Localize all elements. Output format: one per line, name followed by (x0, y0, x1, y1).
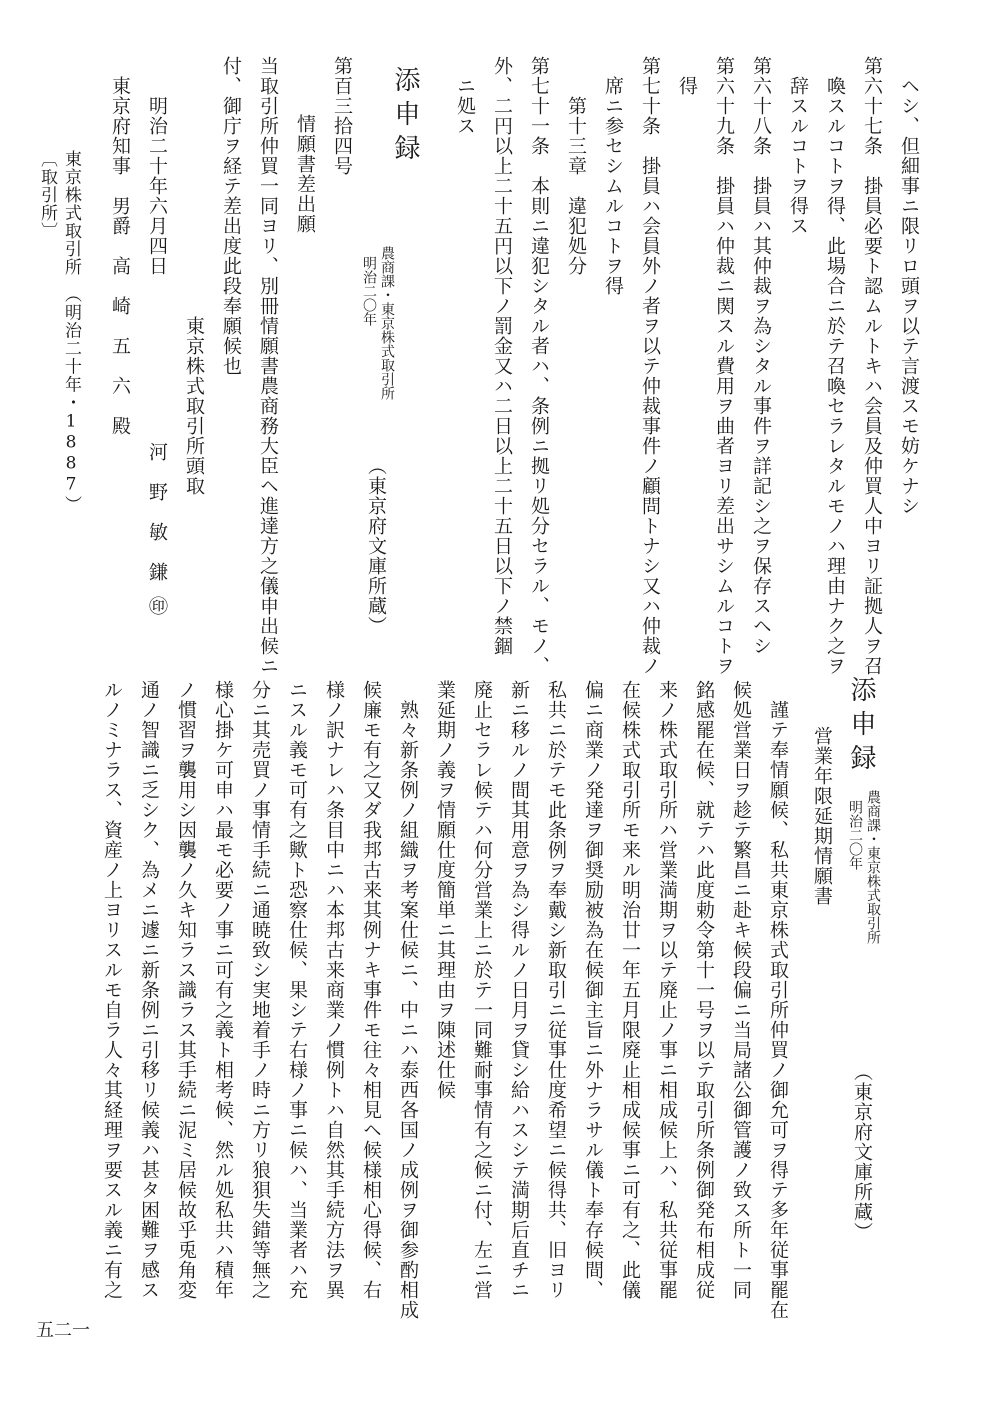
text-line: 熟々新条例ノ組織ヲ考案仕候ニ、中ニハ泰西各国ノ成例ヲ御参酌相成 (397, 700, 419, 1320)
text-line: 新ニ移ルノ間其用意ヲ為シ得ルノ日月ヲ貸シ給ハスシテ満期后直チニ (508, 680, 530, 1300)
text-line: ノ慣習ヲ襲用シ因襲ノ久キ知ラス識ラス其手続ニ泥ミ居候故乎兎角変 (175, 680, 197, 1300)
article-68: 第六十八条 掛員ハ其仲裁ヲ為シタル事件ヲ詳記シ之ヲ保存スヘシ (750, 56, 772, 656)
document-number: 第百三拾四号 (331, 56, 353, 176)
heading-note: 明治二〇年 (847, 800, 863, 870)
signer: 河 野 敏 鎌 (146, 442, 168, 582)
text-line: ニ処ス (454, 76, 476, 136)
seal-icon: ㊞ (146, 596, 168, 616)
article-71: 第七十一条 本則ニ違犯シタル者ハ、条例ニ拠リ処分セラル、モノ、 (528, 56, 550, 676)
article-69: 第六十九条 掛員ハ仲裁ニ関スル費用ヲ曲者ヨリ差出サシムルコトヲ (713, 56, 735, 676)
sender: 東京株式取引所頭取 (183, 316, 205, 496)
text-line: 銘感罷在候、就テハ此度勅令第十一号ヲ以テ取引所条例御発布相成従 (693, 680, 715, 1300)
text-line: 謹テ奉情願候、私共東京株式取引所仲買ノ御允可ヲ得テ多年従事罷在 (767, 700, 789, 1320)
collection-note: （東京府文庫所蔵） (851, 1062, 873, 1242)
collection-note: （東京府文庫所蔵） (365, 456, 387, 636)
text-line: 様ノ訳ナレハ条目中ニハ本邦古来商業ノ慣例トハ自然其手続方法ヲ異 (323, 680, 345, 1300)
addressee: 東京府知事 男爵 高 崎 五 六 殿 (109, 76, 131, 436)
text-line: 業延期ノ義ヲ情願仕度簡単ニ其理由ヲ陳述仕候 (434, 680, 456, 1100)
text-line: 外、二円以上二十五円以下ノ罰金又ハ二日以上二十五日以下ノ禁錮 (491, 56, 513, 656)
text-line: 廃止セラレ候テハ何分営業上ニ於テ一同難耐事情有之候ニ付、左ニ営 (471, 680, 493, 1300)
footer-note: 東京株式取引所 （明治二十年・1887） (61, 150, 81, 514)
heading-note: 農商課・東京株式取引所 (379, 246, 395, 400)
text-line: 付、御庁ヲ経テ差出度此段奉願候也 (220, 56, 242, 376)
text-line: 様心掛ケ可申ハ最モ必要ノ事ニ可有之義ト相考候、然ル処私共ハ積年 (212, 680, 234, 1300)
heading-note: 農商課・東京株式取引所 (865, 790, 881, 944)
document-heading: 添申録 (846, 676, 876, 778)
article-70: 第七十条 掛員ハ会員外ノ者ヲ以テ仲裁事件ノ顧問トナシ又ハ仲裁ノ (639, 56, 661, 676)
text-line: 私共ニ於テモ此条例ヲ奉戴シ新取引ニ従事仕度希望ニ候得共、旧ヨリ (545, 680, 567, 1300)
document-subject: 情願書差出願 (294, 114, 316, 234)
text-line: 得 (676, 76, 698, 96)
category-label: 〔取引所〕 (37, 150, 57, 240)
text-line: 偏ニ商業ノ発達ヲ御奨励被為在候御主旨ニ外ナラサル儀ト奉存候間、 (582, 680, 604, 1300)
text-line: 分ニ其売買ノ事情手続ニ通暁致シ実地着手ノ時ニ方リ狼狽失錯等無之 (249, 680, 271, 1300)
text-line: 在候株式取引所モ来ル明治廿一年五月限廃止相成候事ニ可有之、此儀 (619, 680, 641, 1300)
text-line: 通ノ智識ニ乏シク、為メニ遽ニ新条例ニ引移リ候義ハ甚タ困難ヲ感ス (138, 680, 160, 1300)
heading-note: 明治二〇年 (361, 256, 377, 326)
text-line: 候処営業日ヲ趁テ繁昌ニ赴キ候段偏ニ当局諸公御管護ノ致ス所ト一同 (730, 680, 752, 1300)
text-line: 辞スルコトヲ得ス (787, 76, 809, 236)
article-67: 第六十七条 掛員必要ト認ムルトキハ会員及仲買人中ヨリ証拠人ヲ召 (861, 56, 883, 676)
document-heading: 添申録 (390, 66, 420, 168)
chapter-heading: 第十三章 違犯処分 (565, 96, 587, 276)
text-line: 席ニ参セシムルコトヲ得 (602, 76, 624, 296)
text-line: 喚スルコトヲ得、此場合ニ於テ召喚セラレタルモノハ理由ナク之ヲ (824, 76, 846, 676)
date: 明治二十年六月四日 (146, 96, 168, 276)
text-line: ニスル義モ可有之歟ト恐察仕候、果シテ右様ノ事ニ候ハ、当業者ハ充 (286, 680, 308, 1300)
text-line: 来ノ株式取引所ハ営業満期ヲ以テ廃止ノ事ニ相成候上ハ、私共従事罷 (656, 680, 678, 1300)
text-line: 当取引所仲買一同ヨリ、別冊情願書農商務大臣ヘ進達方之儀申出候ニ (257, 56, 279, 676)
text-line: ルノミナラス、資産ノ上ヨリスルモ自ラ人々其経理ヲ要スル義ニ有之 (101, 680, 123, 1300)
text-line: 候廉モ有之又ダ我邦古来其例ナキ事件モ往々相見ヘ候様相心得候、右 (360, 680, 382, 1300)
document-subject: 営業年限延期情願書 (811, 726, 833, 906)
text-line: ヘシ、但細事ニ限リロ頭ヲ以テ言渡スモ妨ケナシ (898, 76, 920, 516)
page-number: 五二一 (36, 1320, 90, 1341)
